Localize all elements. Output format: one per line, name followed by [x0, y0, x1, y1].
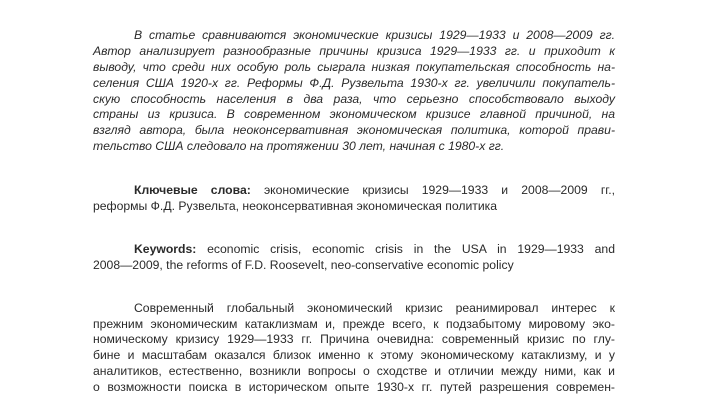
- keywords-russian-text: экономические кризисы 1929—1933 и 2008—2009 гг.,: [263, 183, 615, 198]
- keywords-english-line: [93, 242, 615, 258]
- body-line: прежним экономическим катаклизмам и, прежде всего, к подзабытому мировому эко-: [93, 316, 615, 331]
- abstract-line: скую способность населения в два раза, что серьезно способствовало выходу: [93, 91, 615, 106]
- keywords-english: [93, 215, 615, 274]
- abstract-paragraph: [93, 0, 615, 155]
- body-paragraph: [93, 274, 615, 396]
- document-page: [93, 0, 615, 396]
- abstract-line: В статье сравниваются экономические кризисы 1929—1933 и 2008—2009 гг.: [134, 28, 615, 42]
- abstract-line: Автор анализирует разнообразные причины кризиса 1929—1933 гг. и приходит к: [93, 43, 615, 58]
- abstract-line: взгляд автора, была неоконсервативная экономическая политика, которой прави-: [93, 123, 615, 138]
- abstract-line: селения США 1920-х гг. Реформы Ф.Д. Рузвельта 1930-х гг. увеличили покупатель-: [93, 75, 615, 90]
- keywords-russian-line: [93, 183, 615, 199]
- body-line: номическому кризису 1929—1933 гг. Причина очевидна: современный кризис по глу-: [93, 332, 615, 347]
- keywords-english-line: 2008—2009, the reforms of F.D. Roosevelt, neo-conservative economic policy: [93, 257, 514, 272]
- abstract-line: тельство США следовало на протяжении 30 лет, начиная с 1980-х гг.: [93, 139, 505, 154]
- body-line: бине и масштабам оказался близок именно к этому экономическому катаклизму, и у: [93, 348, 615, 363]
- body-line: о возможности поиска в историческом опыте 1930-х гг. путей разрешения современ-: [93, 380, 615, 395]
- abstract-line: выводу, что среди них особую роль сыграла низкая покупательская способность на-: [93, 59, 615, 74]
- abstract-line: страны из кризиса. В современном экономическом кризисе главной причиной, на: [93, 107, 615, 122]
- keywords-russian-line: реформы Ф.Д. Рузвельта, неоконсервативная экономическая политика: [93, 199, 498, 214]
- keywords-russian: [93, 155, 615, 215]
- body-line: Современный глобальный экономический кризис реанимировал интерес к: [134, 300, 615, 315]
- body-line: аналитиков, естественно, возникли вопросы о сходстве и отличии между ними, как и: [93, 364, 615, 379]
- keywords-english-label: Keywords:: [134, 241, 197, 256]
- keywords-english-text: economic crisis, economic crisis in the USA in 1929—1933 and: [207, 241, 615, 256]
- keywords-russian-label: Ключевые слова:: [134, 183, 251, 198]
